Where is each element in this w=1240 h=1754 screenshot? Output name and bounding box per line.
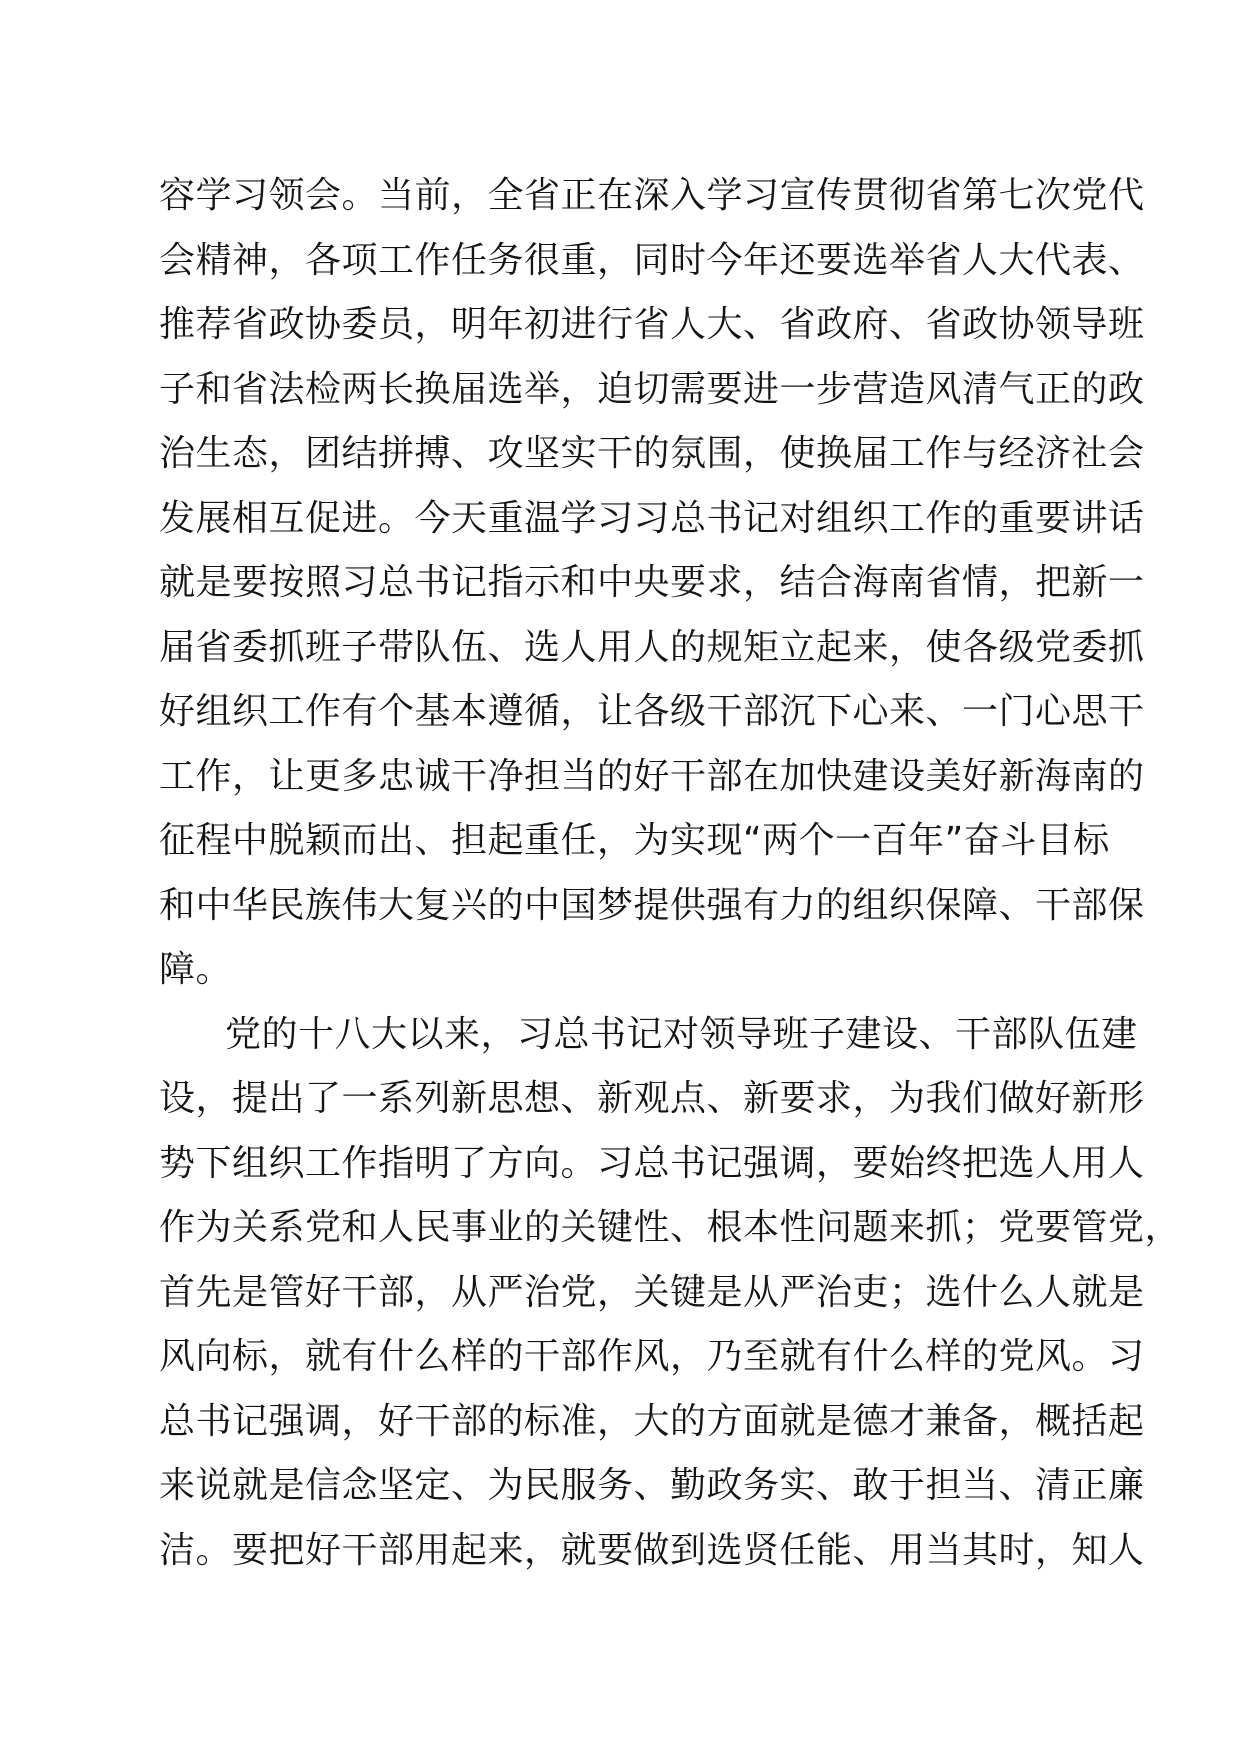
text-line: 就是要按照习总书记指示和中央要求，结合海南省情，把新一 — [159, 562, 1145, 603]
text-line: 治生态，团结拼搏、攻坚实干的氛围，使换届工作与经济社会 — [159, 433, 1145, 474]
text-line: 党的十八大以来，习总书记对领导班子建设、干部队伍建 — [225, 1013, 1138, 1055]
text-line: 风向标，就有什么样的干部作风，乃至就有什么样的党风。习 — [159, 1336, 1145, 1377]
text-line: 洁。要把好干部用起来，就要做到选贤任能、用当其时，知人 — [159, 1529, 1145, 1571]
text-line: 推荐省政协委员，明年初进行省人大、省政府、省政协领导班 — [159, 304, 1145, 345]
text-line: 总书记强调，好干部的标准，大的方面就是德才兼备，概括起 — [159, 1400, 1145, 1442]
text-line: 设，提出了一系列新思想、新观点、新要求，为我们做好新形 — [159, 1078, 1145, 1119]
text-line: 征程中脱颖而出、担起重任，为实现“两个一百年”奋斗目标 — [159, 820, 1110, 861]
text-line: 势下组织工作指明了方向。习总书记强调，要始终把选人用人 — [159, 1142, 1145, 1184]
text-line: 和中华民族伟大复兴的中国梦提供强有力的组织保障、干部保 — [159, 884, 1145, 926]
text-line: 容学习领会。当前，全省正在深入学习宣传贯彻省第七次党代 — [159, 175, 1145, 216]
text-line: 发展相互促进。今天重温学习习总书记对组织工作的重要讲话 — [159, 497, 1145, 539]
text-line: 届省委抓班子带队伍、选人用人的规矩立起来，使各级党委抓 — [159, 626, 1145, 668]
text-line: 子和省法检两长换届选举，迫切需要进一步营造风清气正的政 — [159, 368, 1145, 410]
document-body — [159, 164, 1182, 1583]
text-line: 作为关系党和人民事业的关键性、根本性问题来抓；党要管党， — [159, 1207, 1182, 1248]
text-line: 会精神，各项工作任务很重，同时今年还要选举省人大代表、 — [159, 239, 1145, 281]
text-line: 来说就是信念坚定、为民服务、勤政务实、敢于担当、清正廉 — [159, 1465, 1145, 1506]
text-line: 障。 — [159, 949, 233, 990]
text-line: 首先是管好干部，从严治党，关键是从严治吏；选什么人就是 — [159, 1271, 1145, 1313]
text-line: 工作，让更多忠诚干净担当的好干部在加快建设美好新海南的 — [159, 755, 1145, 797]
text-line: 好组织工作有个基本遵循，让各级干部沉下心来、一门心思干 — [159, 691, 1145, 732]
